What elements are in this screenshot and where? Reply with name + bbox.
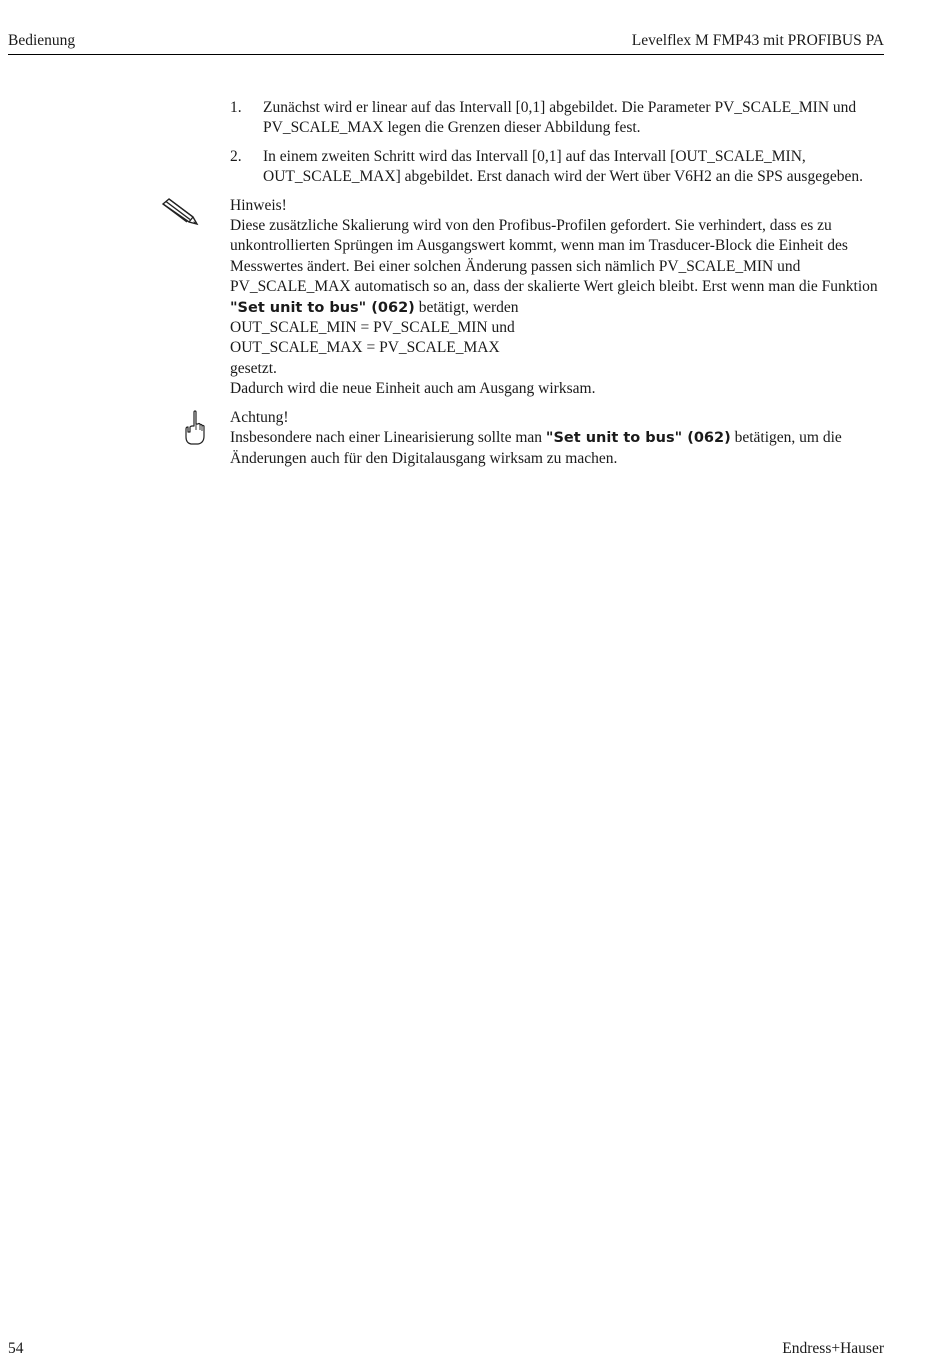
- note-line-4: Dadurch wird die neue Einheit auch am Ausgang wirksam.: [230, 380, 596, 398]
- page-footer: [8, 1340, 884, 1360]
- page-number: 54: [8, 1340, 24, 1357]
- caution-text-before: Insbesondere nach einer Linearisierung sollte man: [230, 429, 546, 447]
- product-title: Levelflex M FMP43 mit PROFIBUS PA: [631, 32, 884, 49]
- note-paragraph: [230, 216, 886, 318]
- brand-name: Endress+Hauser: [782, 1340, 884, 1357]
- note-text-after: betätigt, werden: [414, 298, 519, 316]
- caution-block: [230, 408, 886, 469]
- list-item: [230, 147, 886, 188]
- steps-list: [230, 98, 886, 188]
- function-name: "Set unit to bus" (062): [545, 430, 731, 447]
- note-line-3: gesetzt.: [230, 359, 277, 377]
- caution-paragraph: [230, 428, 886, 469]
- page-header: [8, 32, 884, 55]
- pencil-note-icon: [160, 196, 200, 226]
- note-text-before: Diese zusätzliche Skalierung wird von den Profibus-Profilen gefordert. Sie verhindert, dass es zu unkontrollierten Sprüngen im Ausgangswert kommt, wenn man im Trasducer-Block die Einheit des Messwertes ändert. Bei einer solchen Änderung passen sich nämlich PV_SCALE_MIN und PV_SCALE_MAX automatisch so an, dass der skalierte Wert gleich bleibt. Erst wenn man die Funktion: [230, 217, 878, 296]
- step-text: Zunächst wird er linear auf das Intervall [0,1] abgebildet. Die Parameter PV_SCALE_MIN und PV_SCALE_MAX legen die Grenzen dieser Abbildung fest.: [263, 99, 857, 137]
- caution-title: Achtung!: [230, 408, 289, 426]
- note-title: Hinweis!: [230, 196, 287, 214]
- step-text: In einem zweiten Schritt wird das Intervall [0,1] auf das Intervall [OUT_SCALE_MIN, OUT_SCALE_MAX] abgebildet. Erst danach wird der Wert über V6H2 an die SPS ausgegeben.: [263, 147, 863, 186]
- note-line-1: OUT_SCALE_MIN = PV_SCALE_MIN und: [230, 319, 515, 337]
- step-number: 2.: [230, 147, 242, 165]
- step-number: 1.: [230, 99, 242, 116]
- list-item: [230, 98, 886, 139]
- note-line-2: OUT_SCALE_MAX = PV_SCALE_MAX: [230, 339, 500, 357]
- caution-text-after: betätigen, um die Änderungen auch für den Digitalausgang wirksam zu machen.: [230, 429, 842, 467]
- main-content: [230, 98, 886, 469]
- section-title: Bedienung: [8, 32, 76, 49]
- function-name: "Set unit to bus" (062): [230, 299, 415, 316]
- pointing-hand-icon: [182, 410, 208, 446]
- note-block: [230, 196, 886, 400]
